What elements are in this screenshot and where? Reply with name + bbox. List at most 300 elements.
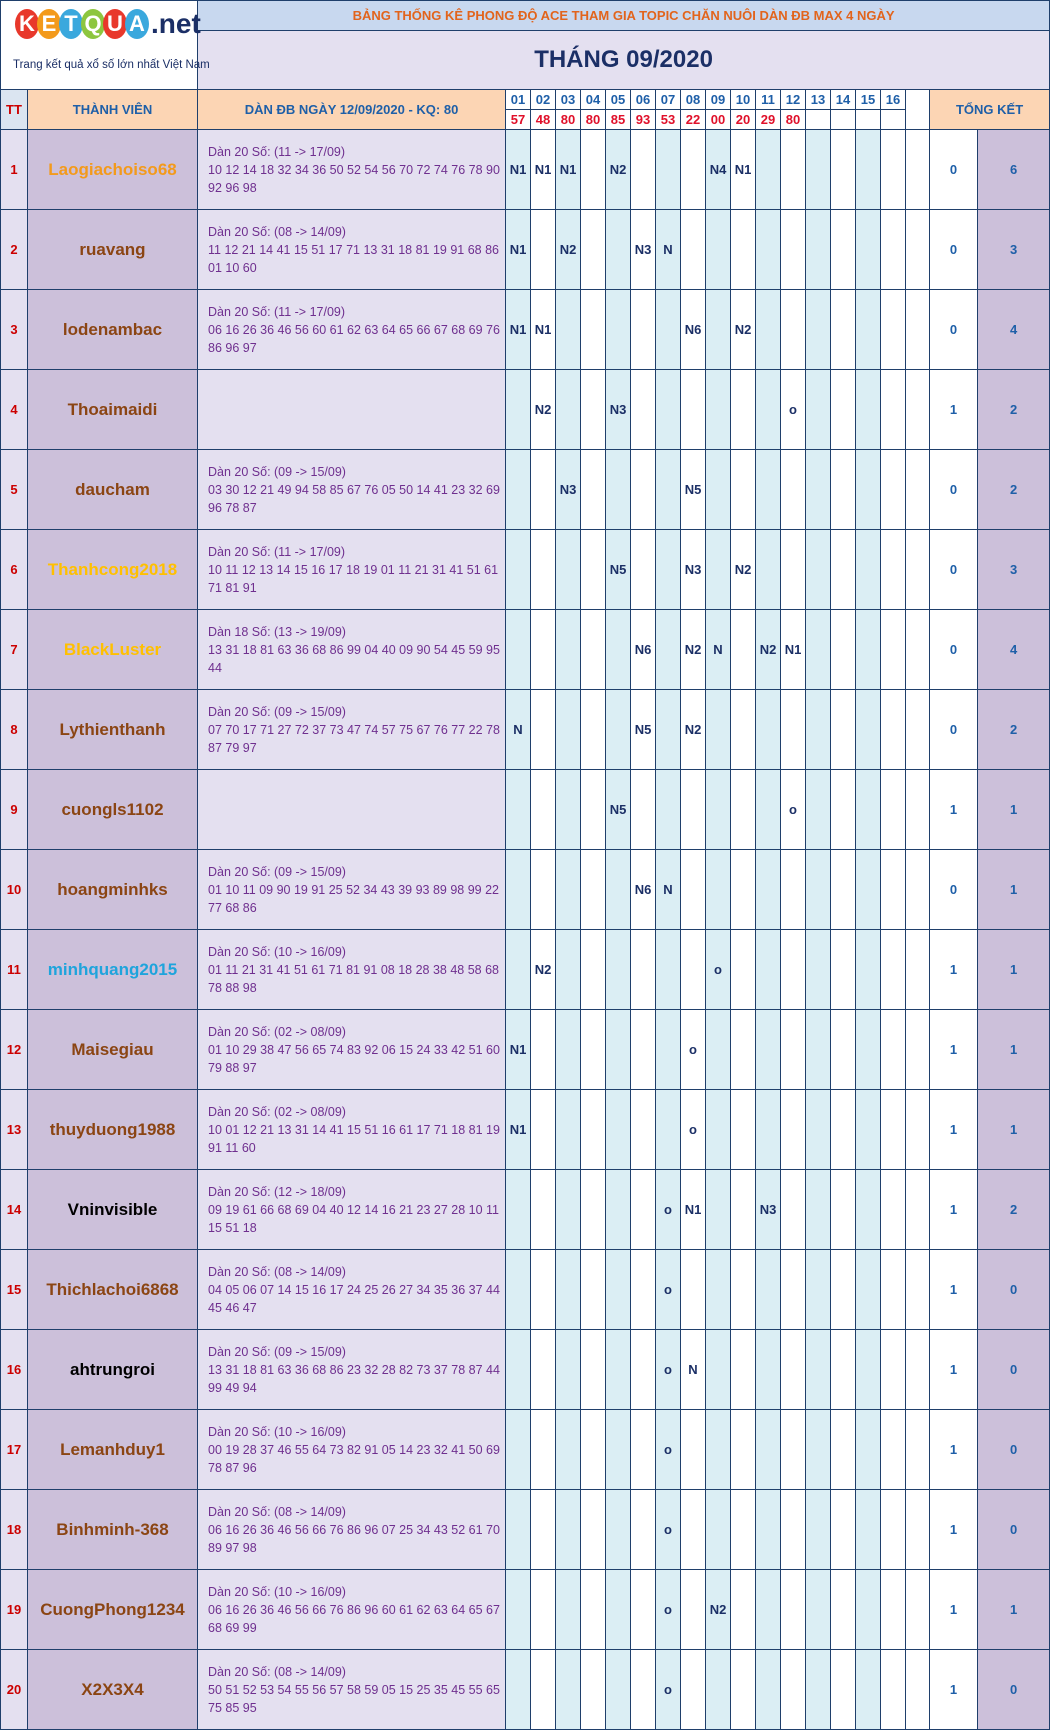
day-cell: N3 [631,210,656,290]
row-number: 19 [1,1570,28,1650]
day-cell [806,1250,831,1330]
dan-line: Dàn 20 Số: (09 -> 15/09) [208,1344,346,1359]
day-cell [656,930,681,1010]
result-cell: 53 [656,110,681,130]
day-cell [631,1090,656,1170]
table-row [1,450,1050,530]
day-cell [581,210,606,290]
table-row [1,370,1050,450]
dan-line: 04 05 06 07 14 15 16 17 24 25 26 27 34 35 36 37 44 [208,1282,500,1297]
day-cell [681,1650,706,1730]
day-cell [506,1410,531,1490]
day-header: 06 [631,90,656,110]
day-cell [556,1410,581,1490]
day-cell: N1 [681,1170,706,1250]
day-cell [631,290,656,370]
column-separator [906,770,930,850]
dan-line: Dàn 20 Số: (10 -> 16/09) [208,1584,346,1599]
day-cell [731,370,756,450]
day-header: 10 [731,90,756,110]
summary-win: 1 [930,1490,978,1570]
day-cell [781,130,806,210]
day-cell [806,1410,831,1490]
day-cell [881,1650,906,1730]
column-separator [906,1570,930,1650]
day-cell [531,210,556,290]
day-cell [606,1410,631,1490]
day-cell [831,370,856,450]
member-name: Thichlachoi6868 [28,1250,198,1330]
day-cell: o [656,1570,681,1650]
dan-numbers [198,210,506,290]
result-cell: 93 [631,110,656,130]
day-cell [606,1330,631,1410]
column-separator [906,370,930,450]
day-cell [631,1170,656,1250]
day-cell [606,1570,631,1650]
day-cell [856,690,881,770]
day-cell [706,1010,731,1090]
day-cell [506,1570,531,1650]
day-cell [831,210,856,290]
summary-win: 0 [930,610,978,690]
table-row [1,930,1050,1010]
day-cell [881,130,906,210]
day-header: 16 [881,90,906,110]
table-row [1,1330,1050,1410]
logo-wordmark [15,9,201,39]
dan-line: Dàn 20 Số: (11 -> 17/09) [208,544,346,559]
dan-line: 91 11 60 [208,1140,256,1155]
day-cell [706,690,731,770]
dan-line: 10 12 14 18 32 34 36 50 52 54 56 70 72 74 76 78 90 [208,162,500,177]
day-cell [806,450,831,530]
day-cell: N1 [531,130,556,210]
day-cell [781,1250,806,1330]
dan-numbers [198,1010,506,1090]
column-separator [906,930,930,1010]
dan-numbers [198,1330,506,1410]
day-cell [831,1250,856,1330]
row-number: 6 [1,530,28,610]
day-cell [606,690,631,770]
summary-total: 3 [978,210,1050,290]
column-separator [906,210,930,290]
table-row [1,1650,1050,1730]
day-cell [581,530,606,610]
dan-line: Dàn 20 Số: (08 -> 14/09) [208,1264,346,1279]
day-cell [556,530,581,610]
day-cell [806,1090,831,1170]
day-cell [531,690,556,770]
day-cell [856,290,881,370]
result-cell: 00 [706,110,731,130]
dan-line: 79 88 97 [208,1060,257,1075]
day-cell [681,1410,706,1490]
day-cell: o [656,1650,681,1730]
day-cell [731,690,756,770]
day-cell [781,1330,806,1410]
dan-line: 50 51 52 53 54 55 56 57 58 59 05 15 25 35 45 55 65 [208,1682,500,1697]
day-cell [756,1090,781,1170]
day-cell [831,850,856,930]
member-name: Lythienthanh [28,690,198,770]
day-cell [856,450,881,530]
day-cell [756,1010,781,1090]
dan-numbers [198,1250,506,1330]
day-cell [531,1570,556,1650]
day-cell [656,610,681,690]
dan-line: Dàn 20 Số: (09 -> 15/09) [208,704,346,719]
dan-numbers [198,930,506,1010]
day-header: 07 [656,90,681,110]
summary-total: 2 [978,450,1050,530]
summary-total: 4 [978,610,1050,690]
column-separator [906,610,930,690]
member-name: X2X3X4 [28,1650,198,1730]
day-cell [631,1250,656,1330]
day-header: 13 [806,90,831,110]
day-cell [706,1250,731,1330]
day-cell [856,130,881,210]
day-cell: N2 [531,930,556,1010]
row-number: 11 [1,930,28,1010]
dan-line: 06 16 26 36 46 56 66 76 86 96 60 61 62 63 64 65 67 [208,1602,500,1617]
member-name: hoangminhks [28,850,198,930]
day-cell [856,1170,881,1250]
day-cell [731,1650,756,1730]
day-cell [606,1250,631,1330]
dan-line: Dàn 20 Số: (02 -> 08/09) [208,1104,346,1119]
day-header: 11 [756,90,781,110]
day-cell [756,690,781,770]
day-cell [881,930,906,1010]
day-cell [781,290,806,370]
day-cell: N1 [506,1010,531,1090]
day-cell [681,770,706,850]
day-cell [881,770,906,850]
column-separator [906,130,930,210]
day-cell [656,770,681,850]
day-cell [556,1650,581,1730]
day-cell [756,530,781,610]
day-cell [606,1490,631,1570]
day-cell [631,1410,656,1490]
day-cell [881,1010,906,1090]
day-cell [556,930,581,1010]
day-cell [881,690,906,770]
day-cell: N3 [556,450,581,530]
day-cell: N2 [681,690,706,770]
day-cell [581,1490,606,1570]
day-cell [506,1650,531,1730]
logo [1,1,210,90]
summary-win: 1 [930,1330,978,1410]
day-cell [531,1170,556,1250]
day-cell [856,530,881,610]
day-cell [881,1330,906,1410]
member-name: Thoaimaidi [28,370,198,450]
dan-numbers [198,1570,506,1650]
dan-line: Dàn 20 Số: (08 -> 14/09) [208,1664,346,1679]
summary-total: 0 [978,1410,1050,1490]
dan-line: 87 79 97 [208,740,257,755]
day-cell [881,1570,906,1650]
day-cell: N1 [781,610,806,690]
dan-line: Dàn 20 Số: (11 -> 17/09) [208,144,346,159]
day-cell [656,370,681,450]
day-cell: N5 [606,530,631,610]
summary-total: 2 [978,1170,1050,1250]
summary-total: 0 [978,1330,1050,1410]
day-cell: N6 [631,850,656,930]
table-row [1,1090,1050,1170]
dan-header: DÀN ĐB NGÀY 12/09/2020 - KQ: 80 [198,90,506,130]
result-cell: 22 [681,110,706,130]
day-cell [756,290,781,370]
day-cell [706,450,731,530]
day-cell [806,850,831,930]
day-header: 08 [681,90,706,110]
day-cell [631,530,656,610]
dan-line: 78 88 98 [208,980,257,995]
day-cell [781,1090,806,1170]
day-cell [731,210,756,290]
day-cell [556,1490,581,1570]
day-cell [756,1490,781,1570]
result-cell: 85 [606,110,631,130]
logo-letter: T [59,9,83,39]
day-cell [881,610,906,690]
day-cell [856,1410,881,1490]
day-cell [506,610,531,690]
day-cell [731,1570,756,1650]
summary-win: 0 [930,850,978,930]
member-name: minhquang2015 [28,930,198,1010]
day-cell: N4 [706,130,731,210]
summary-win: 0 [930,210,978,290]
day-cell [831,770,856,850]
day-cell [881,370,906,450]
summary-total: 0 [978,1490,1050,1570]
row-number: 16 [1,1330,28,1410]
day-cell: N5 [681,450,706,530]
day-cell [781,1410,806,1490]
dan-line: 01 10 29 38 47 56 65 74 83 92 06 15 24 33 42 51 60 [208,1042,500,1057]
dan-line: 10 11 12 13 14 15 16 17 18 19 01 11 21 31 41 51 61 [208,562,499,577]
day-cell [831,530,856,610]
day-cell: N1 [506,210,531,290]
column-separator [906,850,930,930]
day-cell [556,1010,581,1090]
day-cell: o [781,370,806,450]
dan-line: Dàn 20 Số: (12 -> 18/09) [208,1184,346,1199]
day-cell [581,1170,606,1250]
day-header: 03 [556,90,581,110]
day-cell [781,1570,806,1650]
day-cell [731,1250,756,1330]
day-cell [806,610,831,690]
day-cell [556,370,581,450]
table-row [1,1170,1050,1250]
day-cell [581,850,606,930]
column-separator [906,1330,930,1410]
logo-tagline: Trang kết quả xổ số lớn nhất Việt Nam [13,59,210,71]
day-cell [606,290,631,370]
day-cell [706,1330,731,1410]
day-cell [756,1250,781,1330]
column-separator [906,690,930,770]
day-cell [781,850,806,930]
day-cell [881,290,906,370]
day-cell [531,1490,556,1570]
day-cell: o [681,1010,706,1090]
day-cell [556,1250,581,1330]
table-row [1,130,1050,210]
day-cell [556,1090,581,1170]
dan-line: Dàn 20 Số: (08 -> 14/09) [208,1504,346,1519]
dan-line: 96 78 87 [208,500,257,515]
row-number: 1 [1,130,28,210]
dan-numbers [198,1410,506,1490]
summary-win: 1 [930,1250,978,1330]
day-cell [531,1650,556,1730]
member-name: BlackLuster [28,610,198,690]
day-cell [556,1330,581,1410]
day-cell [531,530,556,610]
day-cell: o [656,1250,681,1330]
result-cell [856,110,881,130]
day-cell: o [656,1410,681,1490]
day-cell [531,1010,556,1090]
result-cell: 80 [556,110,581,130]
day-cell [706,530,731,610]
dan-line: 15 51 18 [208,1220,257,1235]
day-cell [781,930,806,1010]
result-cell: 57 [506,110,531,130]
day-cell [781,210,806,290]
day-cell [856,210,881,290]
dan-line: 03 30 12 21 49 94 58 85 67 76 05 50 14 41 23 32 69 [208,482,500,497]
day-cell [731,1330,756,1410]
day-cell [606,930,631,1010]
day-cell [706,1170,731,1250]
day-cell [706,370,731,450]
member-name: ahtrungroi [28,1330,198,1410]
day-cell [531,850,556,930]
member-name: Laogiachoiso68 [28,130,198,210]
day-cell [631,1010,656,1090]
day-cell [831,1570,856,1650]
dan-line: 68 69 99 [208,1620,257,1635]
logo-letter: A [125,9,149,39]
day-cell: o [781,770,806,850]
day-cell [581,770,606,850]
day-cell [806,290,831,370]
day-cell [806,1170,831,1250]
day-cell: N6 [681,290,706,370]
column-separator [906,530,930,610]
day-cell [756,370,781,450]
month-title: THÁNG 09/2020 [198,31,1050,90]
day-cell [756,130,781,210]
day-cell [631,130,656,210]
dan-numbers [198,290,506,370]
day-cell [781,1650,806,1730]
dan-numbers [198,1170,506,1250]
dan-line: 75 85 95 [208,1700,257,1715]
day-cell [581,450,606,530]
member-name: ruavang [28,210,198,290]
table-row [1,1410,1050,1490]
logo-letter: K [15,9,39,39]
logo-letter: E [37,9,61,39]
dan-line: 78 87 96 [208,1460,257,1475]
day-cell [756,1410,781,1490]
dan-numbers [198,130,506,210]
day-cell [606,450,631,530]
day-cell [581,370,606,450]
day-cell: N2 [706,1570,731,1650]
dan-line: Dàn 20 Số: (11 -> 17/09) [208,304,346,319]
day-cell [781,1010,806,1090]
dan-line: Dàn 20 Số: (02 -> 08/09) [208,1024,346,1039]
logo-letter: Q [81,9,105,39]
day-cell [506,530,531,610]
day-cell [506,850,531,930]
row-number: 7 [1,610,28,690]
row-number: 20 [1,1650,28,1730]
column-separator [906,1090,930,1170]
day-cell [856,1650,881,1730]
day-cell [581,1010,606,1090]
summary-win: 1 [930,930,978,1010]
day-cell [831,1170,856,1250]
summary-win: 0 [930,130,978,210]
day-cell [656,130,681,210]
dan-line: 01 10 11 09 90 19 91 25 52 34 43 39 93 89 98 99 22 [208,882,500,897]
banner-title: BẢNG THỐNG KÊ PHONG ĐỘ ACE THAM GIA TOPIC CHĂN NUÔI DÀN ĐB MAX 4 NGÀY [198,1,1050,31]
day-cell: N3 [756,1170,781,1250]
day-cell [581,1250,606,1330]
row-number: 17 [1,1410,28,1490]
day-cell: N1 [731,130,756,210]
day-cell [581,1570,606,1650]
day-cell [506,1170,531,1250]
day-cell [881,530,906,610]
day-header: 14 [831,90,856,110]
day-cell [856,610,881,690]
column-separator [906,1650,930,1730]
row-number: 10 [1,850,28,930]
summary-total: 6 [978,130,1050,210]
day-cell [856,930,881,1010]
day-cell [506,1330,531,1410]
day-cell: o [706,930,731,1010]
day-cell [806,210,831,290]
summary-total: 2 [978,370,1050,450]
member-name: cuongls1102 [28,770,198,850]
day-cell [606,1090,631,1170]
member-name: CuongPhong1234 [28,1570,198,1650]
table-row [1,290,1050,370]
day-cell [781,1490,806,1570]
day-cell [681,1490,706,1570]
summary-win: 1 [930,1650,978,1730]
day-cell [606,1010,631,1090]
day-cell [556,850,581,930]
summary-win: 1 [930,1010,978,1090]
